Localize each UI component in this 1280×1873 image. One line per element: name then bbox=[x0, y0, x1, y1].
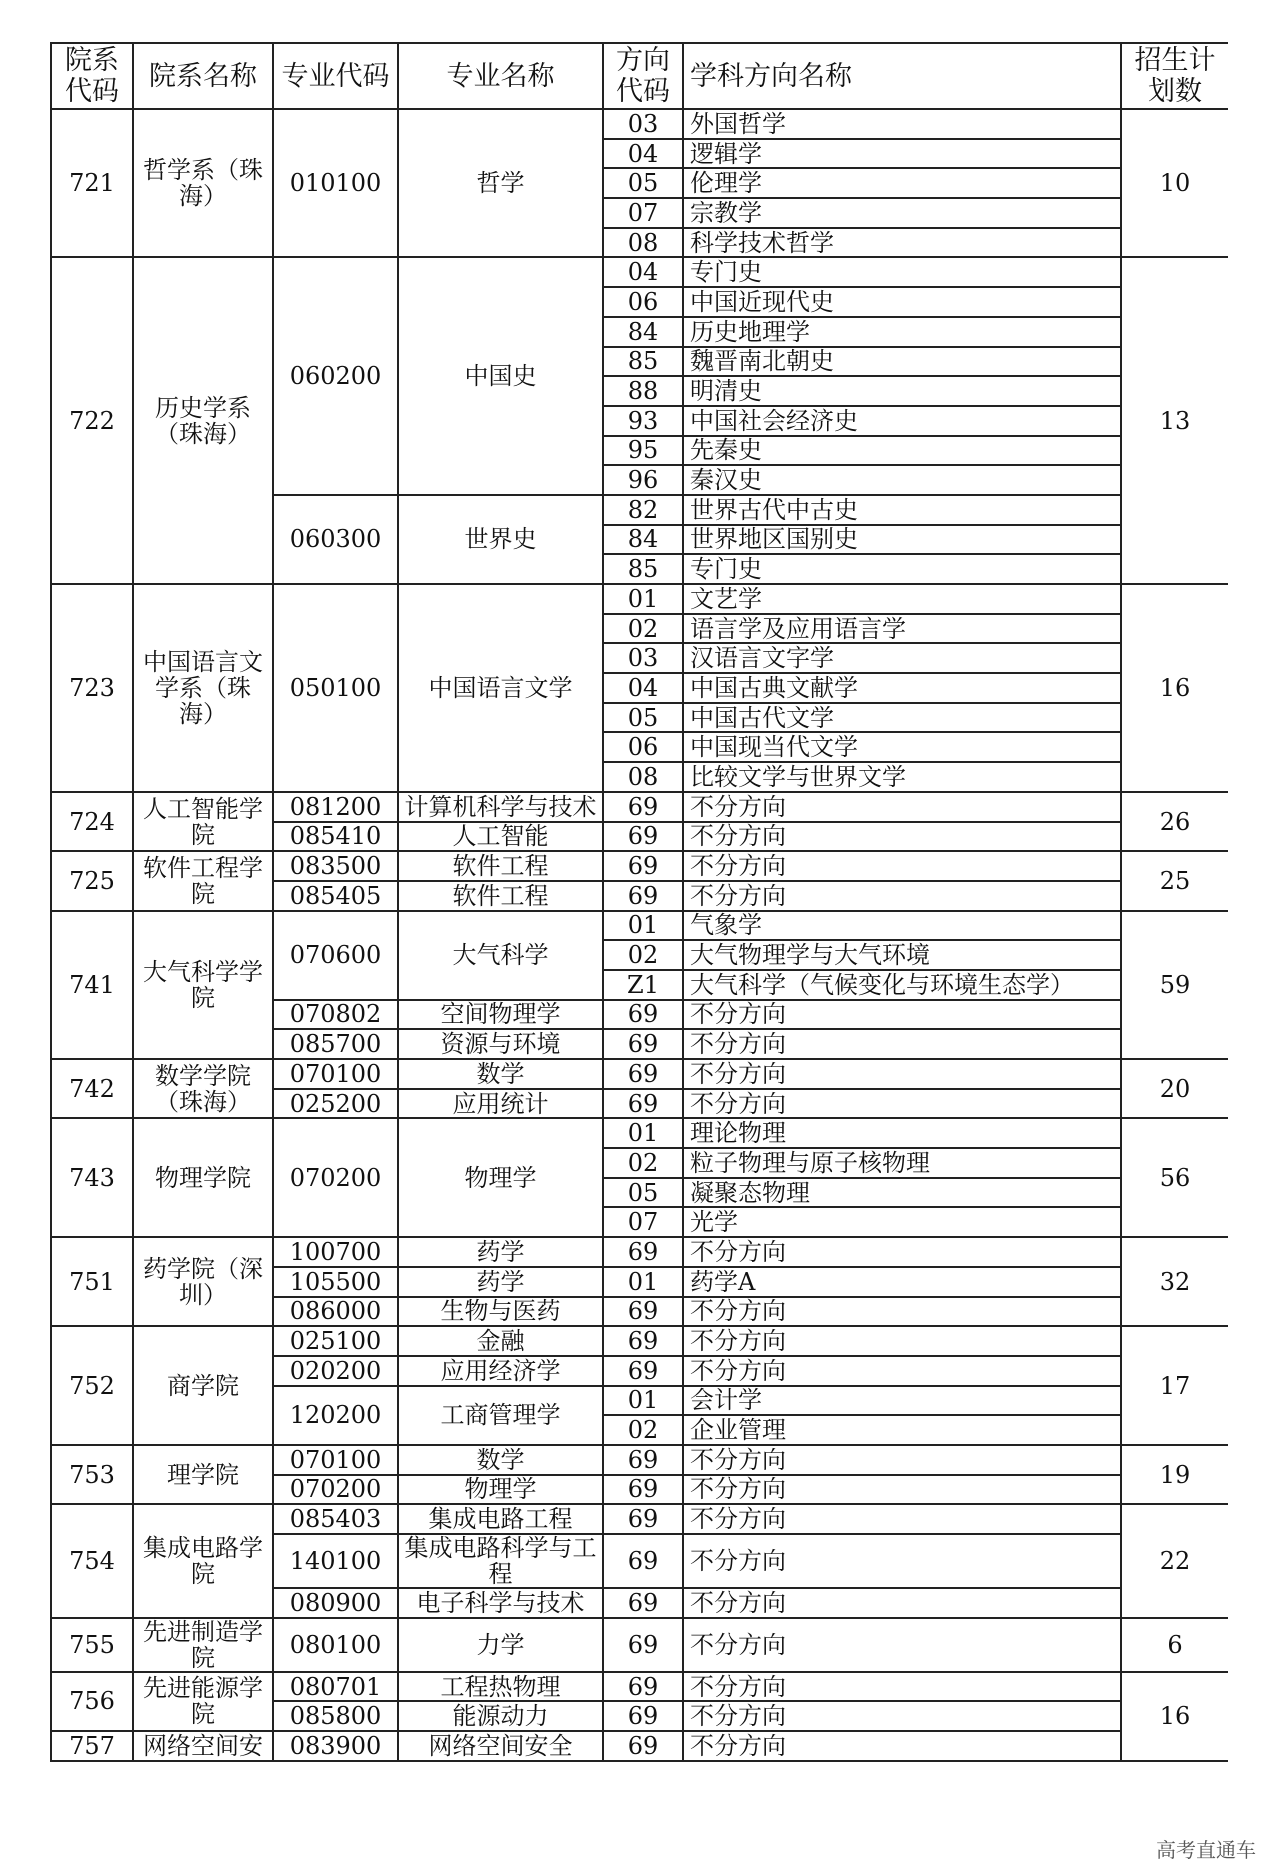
direction-name-cell: 不分方向 bbox=[683, 1059, 1121, 1089]
direction-code-cell: 82 bbox=[603, 495, 683, 525]
major-code-cell: 080100 bbox=[273, 1618, 398, 1672]
major-code-cell: 050100 bbox=[273, 584, 398, 792]
dept-name-cell: 网络空间安 bbox=[133, 1731, 273, 1761]
direction-name-cell: 不分方向 bbox=[683, 1701, 1121, 1731]
direction-code-cell: 69 bbox=[603, 1618, 683, 1672]
dept-code-cell: 722 bbox=[51, 257, 133, 584]
major-code-cell: 085410 bbox=[273, 822, 398, 852]
direction-name-cell: 不分方向 bbox=[683, 1297, 1121, 1327]
major-name-cell: 金融 bbox=[398, 1326, 603, 1356]
major-code-cell: 140100 bbox=[273, 1534, 398, 1588]
major-name-cell: 生物与医药 bbox=[398, 1297, 603, 1327]
direction-name-cell: 不分方向 bbox=[683, 1356, 1121, 1386]
direction-code-cell: 69 bbox=[603, 1672, 683, 1702]
quota-cell: 16 bbox=[1121, 584, 1228, 792]
direction-code-cell: 02 bbox=[603, 940, 683, 970]
direction-name-cell: 不分方向 bbox=[683, 1588, 1121, 1618]
direction-name-cell: 理论物理 bbox=[683, 1118, 1121, 1148]
dept-name-cell: 物理学院 bbox=[133, 1118, 273, 1237]
direction-name-cell: 不分方向 bbox=[683, 1000, 1121, 1030]
direction-name-cell: 企业管理 bbox=[683, 1415, 1121, 1445]
direction-code-cell: 01 bbox=[603, 1118, 683, 1148]
major-code-cell: 100700 bbox=[273, 1237, 398, 1267]
direction-code-cell: 06 bbox=[603, 732, 683, 762]
direction-code-cell: 96 bbox=[603, 465, 683, 495]
direction-code-cell: 93 bbox=[603, 406, 683, 436]
direction-name-cell: 文艺学 bbox=[683, 584, 1121, 614]
direction-code-cell: 02 bbox=[603, 614, 683, 644]
direction-name-cell: 不分方向 bbox=[683, 1504, 1121, 1534]
major-name-cell: 药学 bbox=[398, 1237, 603, 1267]
direction-name-cell: 中国现当代文学 bbox=[683, 732, 1121, 762]
quota-cell: 59 bbox=[1121, 911, 1228, 1059]
direction-name-cell: 大气物理学与大气环境 bbox=[683, 940, 1121, 970]
direction-code-cell: 69 bbox=[603, 851, 683, 881]
direction-code-cell: 06 bbox=[603, 287, 683, 317]
direction-code-cell: 69 bbox=[603, 1701, 683, 1731]
quota-cell: 6 bbox=[1121, 1618, 1228, 1672]
table-row bbox=[51, 1445, 1228, 1475]
major-name-cell: 软件工程 bbox=[398, 851, 603, 881]
quota-cell: 56 bbox=[1121, 1118, 1228, 1237]
major-name-cell: 中国史 bbox=[398, 257, 603, 495]
dept-name-cell: 中国语言文学系（珠海） bbox=[133, 584, 273, 792]
dept-code-cell: 756 bbox=[51, 1672, 133, 1731]
direction-name-cell: 科学技术哲学 bbox=[683, 228, 1121, 258]
major-name-cell: 药学 bbox=[398, 1267, 603, 1297]
direction-code-cell: 69 bbox=[603, 1237, 683, 1267]
direction-name-cell: 世界古代中古史 bbox=[683, 495, 1121, 525]
major-name-cell: 工商管理学 bbox=[398, 1386, 603, 1445]
direction-code-cell: 69 bbox=[603, 1731, 683, 1761]
table-row bbox=[51, 1059, 1228, 1089]
dept-code-cell: 723 bbox=[51, 584, 133, 792]
direction-name-cell: 中国古代文学 bbox=[683, 703, 1121, 733]
direction-name-cell: 中国社会经济史 bbox=[683, 406, 1121, 436]
dept-name-cell: 人工智能学院 bbox=[133, 792, 273, 851]
direction-name-cell: 中国近现代史 bbox=[683, 287, 1121, 317]
dept-name-cell: 集成电路学院 bbox=[133, 1504, 273, 1617]
direction-code-cell: 69 bbox=[603, 1356, 683, 1386]
major-code-cell: 070100 bbox=[273, 1445, 398, 1475]
direction-code-cell: 69 bbox=[603, 1475, 683, 1505]
dept-name-cell: 药学院（深圳） bbox=[133, 1237, 273, 1326]
table-row bbox=[51, 109, 1228, 139]
major-code-cell: 020200 bbox=[273, 1356, 398, 1386]
direction-name-cell: 会计学 bbox=[683, 1386, 1121, 1416]
direction-code-cell: 04 bbox=[603, 139, 683, 169]
direction-name-cell: 不分方向 bbox=[683, 881, 1121, 911]
direction-code-cell: 69 bbox=[603, 1029, 683, 1059]
dept-code-cell: 755 bbox=[51, 1618, 133, 1672]
quota-cell: 32 bbox=[1121, 1237, 1228, 1326]
enrollment-plan-table bbox=[50, 42, 1228, 1762]
direction-name-cell: 中国古典文献学 bbox=[683, 673, 1121, 703]
major-code-cell: 025100 bbox=[273, 1326, 398, 1356]
direction-name-cell: 凝聚态物理 bbox=[683, 1178, 1121, 1208]
quota-cell: 26 bbox=[1121, 792, 1228, 851]
watermark-text: 高考直通车 bbox=[1156, 1838, 1256, 1862]
header-quota: 招生计划数 bbox=[1121, 43, 1228, 109]
direction-name-cell: 不分方向 bbox=[683, 1475, 1121, 1505]
header-dept-code: 院系代码 bbox=[51, 43, 133, 109]
direction-code-cell: 01 bbox=[603, 584, 683, 614]
dept-name-cell: 历史学系（珠海） bbox=[133, 257, 273, 584]
header-major-name: 专业名称 bbox=[398, 43, 603, 109]
header-dept-name: 院系名称 bbox=[133, 43, 273, 109]
major-name-cell: 空间物理学 bbox=[398, 1000, 603, 1030]
direction-name-cell: 不分方向 bbox=[683, 1029, 1121, 1059]
direction-code-cell: 08 bbox=[603, 762, 683, 792]
dept-code-cell: 725 bbox=[51, 851, 133, 910]
direction-name-cell: 明清史 bbox=[683, 376, 1121, 406]
table-row bbox=[51, 1118, 1228, 1148]
dept-name-cell: 先进能源学院 bbox=[133, 1672, 273, 1731]
direction-name-cell: 不分方向 bbox=[683, 1731, 1121, 1761]
direction-code-cell: Z1 bbox=[603, 970, 683, 1000]
direction-name-cell: 秦汉史 bbox=[683, 465, 1121, 495]
direction-code-cell: 69 bbox=[603, 1089, 683, 1119]
direction-name-cell: 不分方向 bbox=[683, 1445, 1121, 1475]
major-name-cell: 中国语言文学 bbox=[398, 584, 603, 792]
table-row bbox=[51, 1326, 1228, 1356]
direction-code-cell: 05 bbox=[603, 703, 683, 733]
dept-code-cell: 741 bbox=[51, 911, 133, 1059]
dept-name-cell: 软件工程学院 bbox=[133, 851, 273, 910]
major-code-cell: 070200 bbox=[273, 1475, 398, 1505]
direction-code-cell: 69 bbox=[603, 1000, 683, 1030]
direction-code-cell: 69 bbox=[603, 1534, 683, 1588]
quota-cell: 19 bbox=[1121, 1445, 1228, 1504]
major-name-cell: 力学 bbox=[398, 1618, 603, 1672]
major-code-cell: 070600 bbox=[273, 911, 398, 1000]
major-name-cell: 物理学 bbox=[398, 1118, 603, 1237]
major-name-cell: 软件工程 bbox=[398, 881, 603, 911]
direction-code-cell: 69 bbox=[603, 1445, 683, 1475]
table-body bbox=[51, 109, 1228, 1761]
dept-name-cell: 数学学院（珠海） bbox=[133, 1059, 273, 1118]
direction-name-cell: 汉语言文字学 bbox=[683, 643, 1121, 673]
header-major-code: 专业代码 bbox=[273, 43, 398, 109]
major-name-cell: 数学 bbox=[398, 1445, 603, 1475]
direction-code-cell: 69 bbox=[603, 1059, 683, 1089]
major-code-cell: 083900 bbox=[273, 1731, 398, 1761]
direction-name-cell: 不分方向 bbox=[683, 1618, 1121, 1672]
major-code-cell: 080701 bbox=[273, 1672, 398, 1702]
table-row bbox=[51, 1731, 1228, 1761]
direction-name-cell: 伦理学 bbox=[683, 168, 1121, 198]
dept-code-cell: 754 bbox=[51, 1504, 133, 1617]
direction-code-cell: 01 bbox=[603, 911, 683, 941]
major-code-cell: 060200 bbox=[273, 257, 398, 495]
direction-code-cell: 08 bbox=[603, 228, 683, 258]
major-code-cell: 060300 bbox=[273, 495, 398, 584]
quota-cell: 13 bbox=[1121, 257, 1228, 584]
major-code-cell: 086000 bbox=[273, 1297, 398, 1327]
table-row bbox=[51, 792, 1228, 822]
direction-code-cell: 04 bbox=[603, 257, 683, 287]
direction-code-cell: 85 bbox=[603, 347, 683, 377]
major-name-cell: 应用统计 bbox=[398, 1089, 603, 1119]
quota-cell: 25 bbox=[1121, 851, 1228, 910]
direction-name-cell: 专门史 bbox=[683, 554, 1121, 584]
major-code-cell: 085800 bbox=[273, 1701, 398, 1731]
table-row bbox=[51, 1672, 1228, 1702]
direction-name-cell: 粒子物理与原子核物理 bbox=[683, 1148, 1121, 1178]
direction-name-cell: 比较文学与世界文学 bbox=[683, 762, 1121, 792]
direction-code-cell: 69 bbox=[603, 1326, 683, 1356]
major-code-cell: 120200 bbox=[273, 1386, 398, 1445]
direction-name-cell: 不分方向 bbox=[683, 1089, 1121, 1119]
major-name-cell: 集成电路工程 bbox=[398, 1504, 603, 1534]
major-code-cell: 070802 bbox=[273, 1000, 398, 1030]
direction-name-cell: 宗教学 bbox=[683, 198, 1121, 228]
direction-code-cell: 07 bbox=[603, 198, 683, 228]
major-code-cell: 085405 bbox=[273, 881, 398, 911]
direction-code-cell: 05 bbox=[603, 168, 683, 198]
dept-code-cell: 742 bbox=[51, 1059, 133, 1118]
header-direction-name: 学科方向名称 bbox=[683, 43, 1121, 109]
major-name-cell: 电子科学与技术 bbox=[398, 1588, 603, 1618]
major-name-cell: 物理学 bbox=[398, 1475, 603, 1505]
direction-name-cell: 不分方向 bbox=[683, 1534, 1121, 1588]
major-name-cell: 人工智能 bbox=[398, 822, 603, 852]
major-name-cell: 计算机科学与技术 bbox=[398, 792, 603, 822]
table-row bbox=[51, 1237, 1228, 1267]
direction-code-cell: 84 bbox=[603, 525, 683, 555]
table-row bbox=[51, 584, 1228, 614]
major-code-cell: 085700 bbox=[273, 1029, 398, 1059]
quota-cell: 16 bbox=[1121, 1672, 1228, 1761]
direction-code-cell: 03 bbox=[603, 109, 683, 139]
quota-cell: 10 bbox=[1121, 109, 1228, 257]
dept-name-cell: 先进制造学院 bbox=[133, 1618, 273, 1672]
dept-name-cell: 理学院 bbox=[133, 1445, 273, 1504]
direction-code-cell: 01 bbox=[603, 1386, 683, 1416]
major-code-cell: 025200 bbox=[273, 1089, 398, 1119]
major-code-cell: 010100 bbox=[273, 109, 398, 257]
dept-code-cell: 721 bbox=[51, 109, 133, 257]
major-code-cell: 083500 bbox=[273, 851, 398, 881]
dept-name-cell: 大气科学学院 bbox=[133, 911, 273, 1059]
direction-name-cell: 药学A bbox=[683, 1267, 1121, 1297]
direction-name-cell: 专门史 bbox=[683, 257, 1121, 287]
direction-name-cell: 不分方向 bbox=[683, 822, 1121, 852]
direction-code-cell: 01 bbox=[603, 1267, 683, 1297]
direction-name-cell: 先秦史 bbox=[683, 436, 1121, 466]
direction-code-cell: 04 bbox=[603, 673, 683, 703]
major-name-cell: 集成电路科学与工程 bbox=[398, 1534, 603, 1588]
major-code-cell: 070200 bbox=[273, 1118, 398, 1237]
direction-code-cell: 07 bbox=[603, 1207, 683, 1237]
quota-cell: 22 bbox=[1121, 1504, 1228, 1617]
dept-code-cell: 724 bbox=[51, 792, 133, 851]
dept-code-cell: 757 bbox=[51, 1731, 133, 1761]
direction-code-cell: 95 bbox=[603, 436, 683, 466]
quota-cell: 20 bbox=[1121, 1059, 1228, 1118]
direction-name-cell: 不分方向 bbox=[683, 792, 1121, 822]
direction-code-cell: 05 bbox=[603, 1178, 683, 1208]
direction-name-cell: 历史地理学 bbox=[683, 317, 1121, 347]
dept-name-cell: 哲学系（珠海） bbox=[133, 109, 273, 257]
table-row bbox=[51, 257, 1228, 287]
major-name-cell: 网络空间安全 bbox=[398, 1731, 603, 1761]
direction-code-cell: 69 bbox=[603, 1504, 683, 1534]
direction-name-cell: 语言学及应用语言学 bbox=[683, 614, 1121, 644]
table-row bbox=[51, 851, 1228, 881]
direction-code-cell: 69 bbox=[603, 881, 683, 911]
direction-name-cell: 不分方向 bbox=[683, 1237, 1121, 1267]
direction-name-cell: 世界地区国别史 bbox=[683, 525, 1121, 555]
major-name-cell: 哲学 bbox=[398, 109, 603, 257]
dept-code-cell: 753 bbox=[51, 1445, 133, 1504]
direction-name-cell: 魏晋南北朝史 bbox=[683, 347, 1121, 377]
direction-code-cell: 85 bbox=[603, 554, 683, 584]
direction-code-cell: 02 bbox=[603, 1148, 683, 1178]
direction-name-cell: 不分方向 bbox=[683, 1326, 1121, 1356]
major-name-cell: 资源与环境 bbox=[398, 1029, 603, 1059]
direction-code-cell: 69 bbox=[603, 792, 683, 822]
dept-code-cell: 752 bbox=[51, 1326, 133, 1445]
direction-name-cell: 逻辑学 bbox=[683, 139, 1121, 169]
major-code-cell: 085403 bbox=[273, 1504, 398, 1534]
direction-code-cell: 88 bbox=[603, 376, 683, 406]
direction-name-cell: 光学 bbox=[683, 1207, 1121, 1237]
direction-code-cell: 69 bbox=[603, 1588, 683, 1618]
major-code-cell: 081200 bbox=[273, 792, 398, 822]
major-code-cell: 080900 bbox=[273, 1588, 398, 1618]
major-name-cell: 能源动力 bbox=[398, 1701, 603, 1731]
major-name-cell: 世界史 bbox=[398, 495, 603, 584]
header-row bbox=[51, 43, 1228, 109]
dept-code-cell: 743 bbox=[51, 1118, 133, 1237]
direction-name-cell: 气象学 bbox=[683, 911, 1121, 941]
major-code-cell: 105500 bbox=[273, 1267, 398, 1297]
table-row bbox=[51, 1618, 1228, 1672]
major-name-cell: 大气科学 bbox=[398, 911, 603, 1000]
dept-name-cell: 商学院 bbox=[133, 1326, 273, 1445]
major-name-cell: 工程热物理 bbox=[398, 1672, 603, 1702]
table-row bbox=[51, 911, 1228, 941]
direction-name-cell: 外国哲学 bbox=[683, 109, 1121, 139]
direction-code-cell: 84 bbox=[603, 317, 683, 347]
direction-name-cell: 不分方向 bbox=[683, 1672, 1121, 1702]
major-name-cell: 数学 bbox=[398, 1059, 603, 1089]
direction-name-cell: 不分方向 bbox=[683, 851, 1121, 881]
table-row bbox=[51, 1504, 1228, 1534]
major-code-cell: 070100 bbox=[273, 1059, 398, 1089]
quota-cell: 17 bbox=[1121, 1326, 1228, 1445]
direction-code-cell: 69 bbox=[603, 1297, 683, 1327]
direction-code-cell: 69 bbox=[603, 822, 683, 852]
dept-code-cell: 751 bbox=[51, 1237, 133, 1326]
direction-code-cell: 03 bbox=[603, 643, 683, 673]
direction-code-cell: 02 bbox=[603, 1415, 683, 1445]
enrollment-table-sheet bbox=[50, 42, 1228, 1777]
major-name-cell: 应用经济学 bbox=[398, 1356, 603, 1386]
header-direction-code: 方向代码 bbox=[603, 43, 683, 109]
direction-name-cell: 大气科学（气候变化与环境生态学） bbox=[683, 970, 1121, 1000]
